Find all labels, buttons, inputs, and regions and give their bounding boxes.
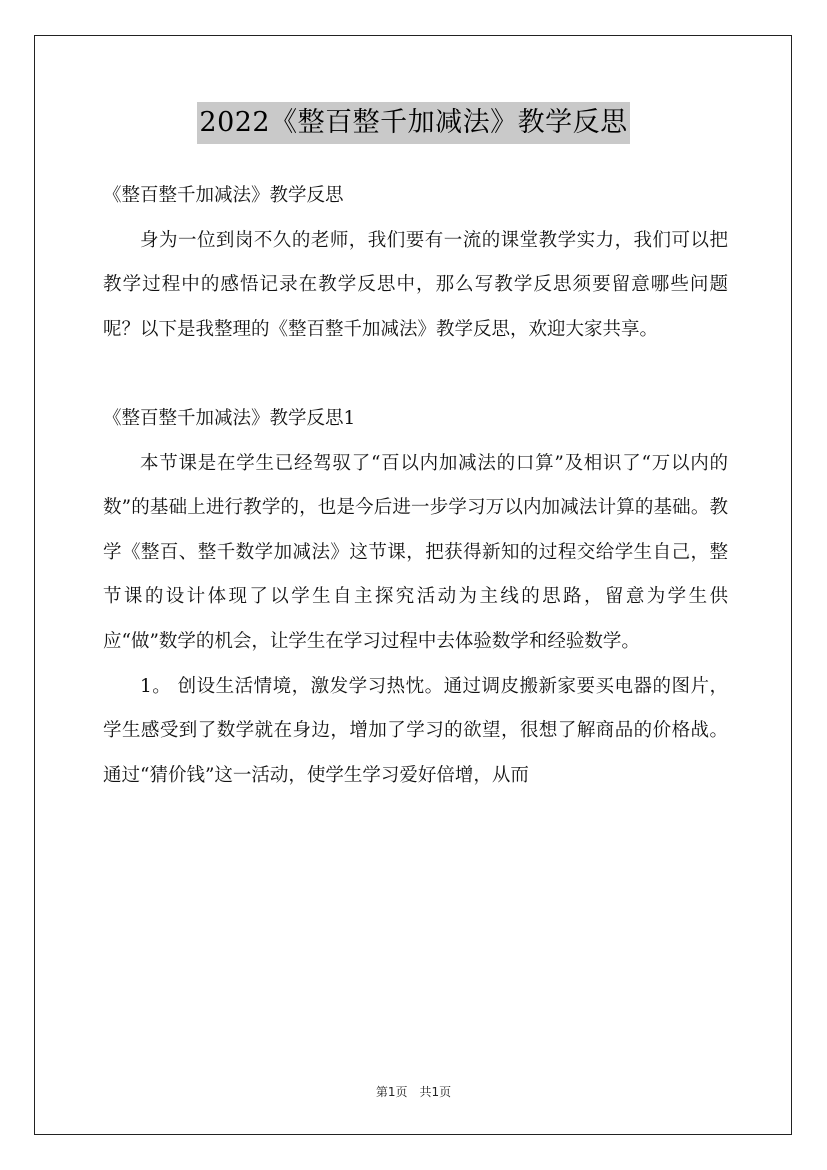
document-body	[103, 174, 728, 798]
section-heading: 《整百整千加减法》教学反思1	[103, 407, 356, 429]
body-paragraph: 本节课是在学生已经驾驭了“百以内加减法的口算”及相识了“万以内的数”的基础上进行教学的，也是今后进一步学习万以内加减法计算的基础。教学《整百、整千数学加减法》这节课，把获得新知的过程交给学生自己，整节课的设计体现了以学生自主探究活动为主线的思路，留意为学生供应“做”数学的机会，让学生在学习过程中去体验数学和经验数学。	[103, 452, 728, 652]
page-footer	[0, 1083, 827, 1100]
title-container	[0, 102, 827, 144]
document-subtitle: 《整百整千加减法》教学反思	[103, 185, 344, 206]
document-title: 2022《整百整千加减法》教学反思	[197, 102, 629, 144]
intro-paragraph: 身为一位到岗不久的老师，我们要有一流的课堂教学实力，我们可以把教学过程中的感悟记录在教学反思中，那么写教学反思须要留意哪些问题呢？以下是我整理的《整百整千加减法》教学反思，欢迎大家共享。	[103, 229, 728, 340]
body-paragraph: 1。 创设生活情境，激发学习热忱。通过调皮搬新家要买电器的图片，学生感受到了数学就在身边，增加了学习的欲望，很想了解商品的价格战。通过“猜价钱”这一活动，使学生学习爱好倍增，从而	[103, 675, 728, 786]
page-number: 第1页 共1页	[375, 1085, 452, 1099]
